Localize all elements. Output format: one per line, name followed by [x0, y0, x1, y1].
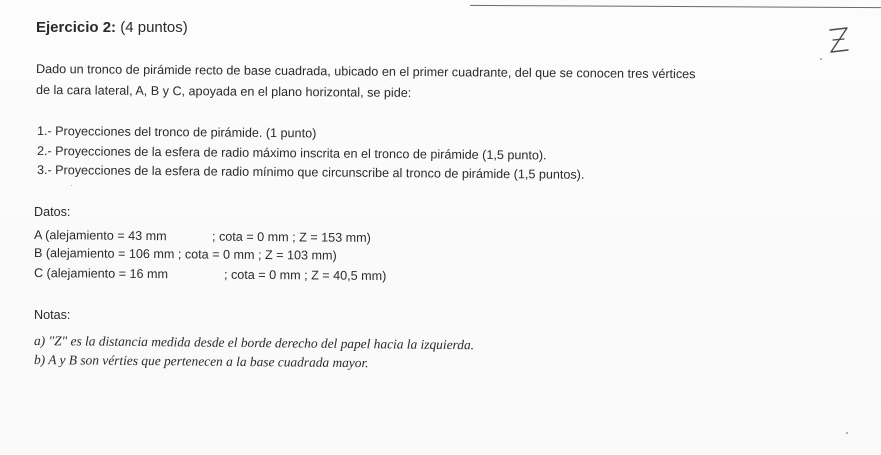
datos-row-b-left: B (alejamiento = 106 mm: [33, 246, 175, 262]
exercise-label: Ejercicio 2:: [36, 19, 117, 36]
datos-row-c: [34, 266, 386, 283]
datos-row-c-right: ; cota = 0 mm ; Z = 40,5 mm): [223, 267, 387, 284]
top-rule: [470, 5, 881, 8]
datos-row-b: [34, 246, 337, 263]
notas-heading: Notas:: [34, 308, 71, 322]
task-item-2: 2.- Proyecciones de la esfera de radio máximo inscrita en el tronco de pirámide (1,5 punto).: [36, 144, 547, 163]
datos-row-a-right: ; cota = 0 mm ; Z = 153 mm): [211, 229, 371, 245]
task-item-1: 1.- Proyecciones del tronco de pirámide. (1 punto): [36, 124, 317, 141]
nota-a: a) "Z" es la distancia medida desde el borde derecho del papel hacia la izquierda.: [33, 333, 475, 353]
intro-line-2: de la cara lateral, A, B y C, apoyada en el plano horizontal, se pide:: [35, 83, 412, 100]
intro-line-1: Dado un tronco de pirámide recto de base cuadrada, ubicado en el primer cuadrante, del que se conocen tres vértices: [35, 62, 696, 82]
exercise-points: (4 puntos): [120, 19, 188, 36]
datos-row-a: [34, 228, 371, 245]
datos-row-b-right: ; cota = 0 mm ; Z = 103 mm): [177, 247, 337, 263]
handwritten-z-mark: [826, 24, 852, 58]
datos-heading: Datos:: [34, 205, 71, 219]
paper-speck: [846, 432, 848, 434]
paper-speck: [820, 58, 822, 60]
paper-speck: [71, 185, 72, 186]
datos-row-a-left: A (alejamiento = 43 mm: [33, 228, 167, 244]
task-item-3: 3.- Proyecciones de la esfera de radio mínimo que circunscribe al tronco de pirámide (1,5 puntos).: [36, 163, 585, 182]
exercise-title: [36, 19, 188, 36]
datos-row-c-left: C (alejamiento = 16 mm: [33, 266, 169, 282]
nota-b: b) A y B son vérties que pertenecen a la base cuadrada mayor.: [33, 352, 369, 371]
